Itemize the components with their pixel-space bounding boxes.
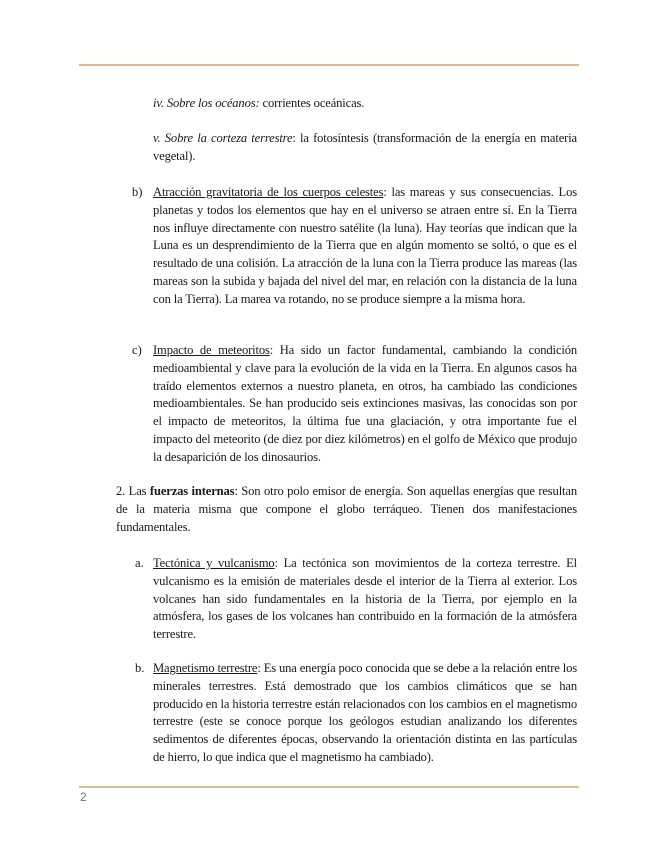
item-b-marker: b) (132, 185, 143, 199)
item-v-text: : la fotosíntesis (transformación de la energía en materia vegetal). (153, 131, 577, 163)
item-v-label: v. Sobre la corteza terrestre (153, 131, 293, 145)
item-b (153, 184, 577, 309)
item-b2-title: Magnetismo terrestre (153, 661, 258, 675)
item-b-title: Atracción gravitatoria de los cuerpos celestes (153, 185, 384, 199)
item-v (153, 130, 577, 166)
item-a2 (153, 555, 577, 644)
item-a2-text: : La tectónica son movimientos de la corteza terrestre. El vulcanismo es la emisión de materiales desde el interior de la Tierra al exterior. Los volcanes han sido fundamentales en la historia de la Tierra, por ejemplo en la atmósfera, los gases de los volcanes han contribuido en la formación de la atmósfera terrestre. (153, 556, 577, 642)
item-iv-label: iv. Sobre los océanos: (153, 96, 260, 110)
item-b2-text: : Es una energía poco conocida que se debe a la relación entre los minerales terrestres. Está demostrado que los cambios climáticos que se han producido en la historia terrestre están relacionados con los cambios en el magnetismo terrestre (este se conoce porque los geólogos estudian analizando los diferentes sedimentos de diferentes épocas, observando la orientación distinta en las partículas de hierro, lo que indica que el magnetismo ha cambiado). (153, 661, 577, 764)
section-2-text: : Son otro polo emisor de energía. Son aquellas energías que resultan de la materia misma que compone el globo terráqueo. Tienen dos manifestaciones fundamentales. (116, 484, 577, 534)
item-b2 (153, 660, 577, 767)
section-2-prefix: 2. Las (116, 484, 150, 498)
section-2-bold: fuerzas internas (149, 484, 235, 498)
page-number: 2 (80, 790, 87, 804)
item-c-marker: c) (132, 343, 142, 357)
section-2 (116, 483, 577, 536)
item-a2-title: Tectónica y vulcanismo (153, 556, 275, 570)
header-rule (79, 64, 579, 66)
item-c-title: Impacto de meteoritos (153, 343, 270, 357)
item-a2-marker: a. (135, 556, 144, 570)
item-c-text: : Ha sido un factor fundamental, cambiando la condición medioambiental y clave para la evolución de la vida en la Tierra. En algunos casos ha traído elementos externos a nuestro planeta, en otros, ha cambiado las condiciones medioambientales. Se han producido seis extinciones masivas, las conocidas son por el impacto de meteoritos, la última fue una glaciación, y otra importante fue el impacto del meteorito (de diez por diez kilómetros) en el golfo de México que produjo la desaparición de los dinosaurios. (153, 343, 577, 464)
item-iv (153, 95, 577, 113)
item-c (153, 342, 577, 467)
footer-rule (79, 786, 579, 788)
item-iv-text: corrientes oceánicas. (259, 96, 365, 110)
item-b2-marker: b. (135, 661, 145, 675)
item-b-text: : las mareas y sus consecuencias. Los planetas y todos los elementos que hay en el universo se atraen entre sí. En la Tierra nos influye directamente con nuestro satélite (la luna). Hay teorías que indican que la Luna es un desprendimiento de la Tierra que en algún momento se soltó, o que es el resultado de una colisión. La atracción de la luna con la Tierra produce las mareas (las mareas son la subida y bajada del nivel del mar, en relación con la distancia de la luna con la Tierra). La marea va rotando, no se produce siempre a la misma hora. (153, 185, 577, 306)
